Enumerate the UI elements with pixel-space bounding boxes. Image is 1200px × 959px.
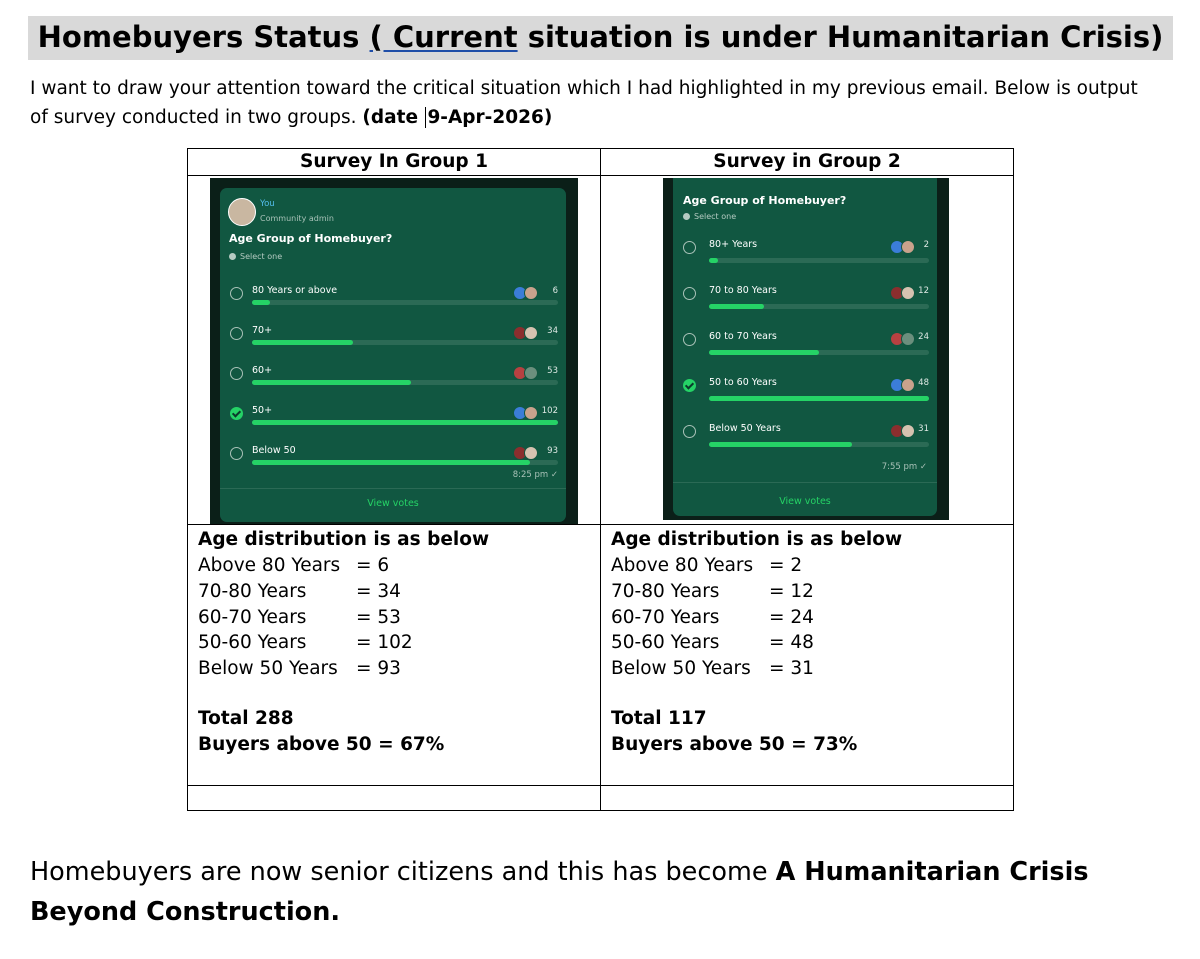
poll-option-count: 12 — [918, 286, 929, 296]
voter-avatars — [516, 405, 538, 417]
closing-text: Homebuyers are now senior citizens and this has become — [30, 857, 776, 887]
title-suffix: situation is under Humanitarian Crisis) — [517, 20, 1164, 54]
poll-sender-role: Community admin — [260, 214, 334, 223]
poll-option-bar-fill — [709, 350, 819, 355]
poll-screenshot-group-1 — [210, 178, 578, 524]
poll-option-bar-fill — [709, 396, 929, 401]
voter-avatars — [893, 285, 915, 297]
radio-button[interactable] — [230, 327, 243, 340]
check-circle-icon — [683, 213, 690, 220]
intro-paragraph — [30, 74, 1140, 132]
poll-sender: You — [260, 199, 275, 209]
voter-avatar-icon — [524, 406, 538, 420]
voter-avatar-icon — [901, 240, 915, 254]
poll-option-label: Below 50 Years — [709, 423, 781, 434]
stats-row — [611, 605, 1013, 631]
poll-option[interactable] — [220, 404, 566, 434]
poll-question: Age Group of Homebuyer? — [683, 194, 847, 207]
poll-option-bar-fill — [252, 420, 558, 425]
stats-row-value: = 12 — [769, 580, 814, 602]
stats-row — [611, 630, 1013, 656]
stats-row — [198, 656, 600, 682]
screenshot-cell-group-1 — [188, 176, 601, 525]
poll-option-bar — [709, 258, 929, 263]
title-current-word: ( Current — [369, 20, 518, 54]
poll-option[interactable] — [673, 284, 937, 314]
poll-option-count: 102 — [541, 406, 558, 416]
voter-avatars — [516, 325, 538, 337]
radio-button[interactable] — [230, 447, 243, 460]
stats-row-value: = 53 — [356, 606, 401, 628]
stats-heading: Age distribution is as below — [198, 529, 490, 550]
stats-row-label: Above 80 Years — [198, 555, 341, 576]
stats-row — [198, 630, 600, 656]
voter-avatar-icon — [524, 286, 538, 300]
voter-avatars — [516, 445, 538, 457]
stats-row-value: = 6 — [356, 555, 390, 576]
radio-checked-icon[interactable] — [230, 407, 243, 420]
stats-row — [198, 579, 600, 605]
voter-avatar-icon — [524, 446, 538, 460]
poll-option[interactable] — [220, 324, 566, 354]
stats-row-value: = 102 — [356, 632, 413, 654]
stats-row — [198, 605, 600, 631]
view-votes-link[interactable]: View votes — [779, 496, 831, 507]
poll-card — [673, 178, 937, 516]
voter-avatars — [893, 331, 915, 343]
radio-button[interactable] — [683, 333, 696, 346]
poll-option-label: 70 to 80 Years — [709, 285, 777, 296]
title-prefix: Homebuyers Status — [37, 20, 370, 54]
poll-select-hint — [229, 252, 282, 261]
check-circle-icon — [229, 253, 236, 260]
survey-table — [187, 148, 1014, 811]
poll-time: 7:55 pm ✓ — [881, 462, 927, 472]
poll-option-count: 24 — [918, 332, 929, 342]
stats-row-label: 60-70 Years — [198, 606, 307, 628]
view-votes-link[interactable]: View votes — [367, 498, 419, 509]
poll-time: 8:25 pm ✓ — [512, 470, 558, 480]
poll-option-count: 48 — [918, 378, 929, 388]
intro-text: I want to draw your attention toward the critical situation which I had highlighted in my previous email. Below is output of survey conducted in two groups. — [30, 78, 1138, 128]
stats-row-value: = 34 — [356, 580, 401, 602]
poll-select-text: Select one — [240, 252, 283, 261]
radio-button[interactable] — [230, 367, 243, 380]
poll-option-bar-fill — [709, 304, 764, 309]
poll-option-count: 34 — [547, 326, 558, 336]
document-title — [28, 16, 1173, 60]
stats-row — [611, 656, 1013, 682]
poll-option-bar-fill — [252, 460, 530, 465]
poll-option-label: 50+ — [252, 405, 273, 416]
closing-emphasis: A Humanitarian Crisis Beyond Construction. — [30, 857, 1089, 927]
poll-select-text: Select one — [694, 212, 737, 221]
poll-option[interactable] — [673, 376, 937, 406]
poll-option-count: 93 — [547, 446, 558, 456]
poll-option-bar — [709, 396, 929, 401]
poll-option-bar — [252, 300, 558, 305]
poll-option-bar — [252, 460, 558, 465]
stats-row-value: = 24 — [769, 606, 814, 628]
stats-above-50: Buyers above 50 = 67% — [198, 733, 445, 755]
empty-cell — [188, 786, 601, 811]
screenshot-cell-group-2 — [601, 176, 1014, 525]
voter-avatar-icon — [901, 286, 915, 300]
poll-option-count: 53 — [547, 366, 558, 376]
stats-row — [611, 579, 1013, 605]
divider — [673, 482, 937, 483]
poll-option-bar-fill — [252, 340, 353, 345]
stats-row-label: Below 50 Years — [611, 658, 751, 680]
poll-option-count: 6 — [552, 286, 558, 296]
stats-row-label: 50-60 Years — [198, 632, 307, 654]
radio-checked-icon[interactable] — [683, 379, 696, 392]
voter-avatars — [893, 423, 915, 435]
intro-date-value: 9-Apr-2026) — [427, 107, 553, 128]
empty-cell — [601, 786, 1014, 811]
stats-cell-group-2 — [601, 525, 1014, 786]
stats-row — [198, 553, 600, 579]
poll-option-bar — [709, 350, 929, 355]
voter-avatars — [516, 285, 538, 297]
poll-option-bar-fill — [252, 300, 270, 305]
stats-row-label: 50-60 Years — [611, 632, 720, 654]
poll-option-bar — [252, 380, 558, 385]
stats-row-label: 70-80 Years — [611, 580, 720, 602]
poll-option[interactable] — [673, 330, 937, 360]
poll-option-label: Below 50 — [252, 445, 296, 456]
radio-button[interactable] — [683, 241, 696, 254]
poll-option-bar — [252, 340, 558, 345]
poll-option[interactable] — [220, 364, 566, 394]
poll-option-bar — [709, 304, 929, 309]
stats-row-value: = 93 — [356, 658, 401, 680]
voter-avatar-icon — [901, 332, 915, 346]
radio-button[interactable] — [230, 287, 243, 300]
stats-above-50: Buyers above 50 = 73% — [611, 733, 858, 755]
poll-option-label: 80+ Years — [709, 239, 758, 250]
radio-button[interactable] — [683, 287, 696, 300]
poll-option-bar — [252, 420, 558, 425]
poll-card — [220, 188, 566, 522]
stats-row-label: 60-70 Years — [611, 606, 720, 628]
voter-avatars — [516, 365, 538, 377]
stats-row-label: Above 80 Years — [611, 555, 754, 576]
poll-option-count: 2 — [923, 240, 929, 250]
stats-row-value: = 31 — [769, 658, 814, 680]
voter-avatar-icon — [901, 378, 915, 392]
poll-option-bar-fill — [252, 380, 411, 385]
stats-total: Total 117 — [611, 707, 707, 729]
radio-button[interactable] — [683, 425, 696, 438]
poll-option-label: 50 to 60 Years — [709, 377, 777, 388]
poll-question: Age Group of Homebuyer? — [229, 232, 393, 245]
voter-avatars — [893, 377, 915, 389]
poll-option[interactable] — [673, 238, 937, 268]
poll-option[interactable] — [220, 284, 566, 314]
poll-option-label: 70+ — [252, 325, 273, 336]
stats-row-label: Below 50 Years — [198, 658, 338, 680]
stats-heading: Age distribution is as below — [611, 529, 903, 550]
closing-paragraph — [30, 852, 1150, 932]
poll-option[interactable] — [673, 422, 937, 452]
voter-avatars — [893, 239, 915, 251]
stats-row-label: 70-80 Years — [198, 580, 307, 602]
poll-screenshot-group-2 — [663, 178, 949, 520]
poll-option-label: 60+ — [252, 365, 273, 376]
voter-avatar-icon — [524, 366, 538, 380]
poll-option-label: 60 to 70 Years — [709, 331, 777, 342]
poll-option-label: 80 Years or above — [252, 285, 338, 296]
header-group-1: Survey In Group 1 — [188, 149, 601, 176]
poll-option-count: 31 — [918, 424, 929, 434]
avatar — [228, 198, 256, 226]
stats-row-value: = 2 — [769, 555, 803, 576]
stats-row-value: = 48 — [769, 632, 814, 654]
stats-row — [611, 553, 1013, 579]
stats-cell-group-1 — [188, 525, 601, 786]
stats-total: Total 288 — [198, 707, 294, 729]
divider — [220, 488, 566, 489]
poll-option-bar-fill — [709, 442, 852, 447]
voter-avatar-icon — [524, 326, 538, 340]
poll-option-bar-fill — [709, 258, 718, 263]
header-group-2: Survey in Group 2 — [601, 149, 1014, 176]
poll-option-bar — [709, 442, 929, 447]
voter-avatar-icon — [901, 424, 915, 438]
intro-date-open: (date — [362, 107, 425, 128]
poll-select-hint — [683, 212, 736, 221]
